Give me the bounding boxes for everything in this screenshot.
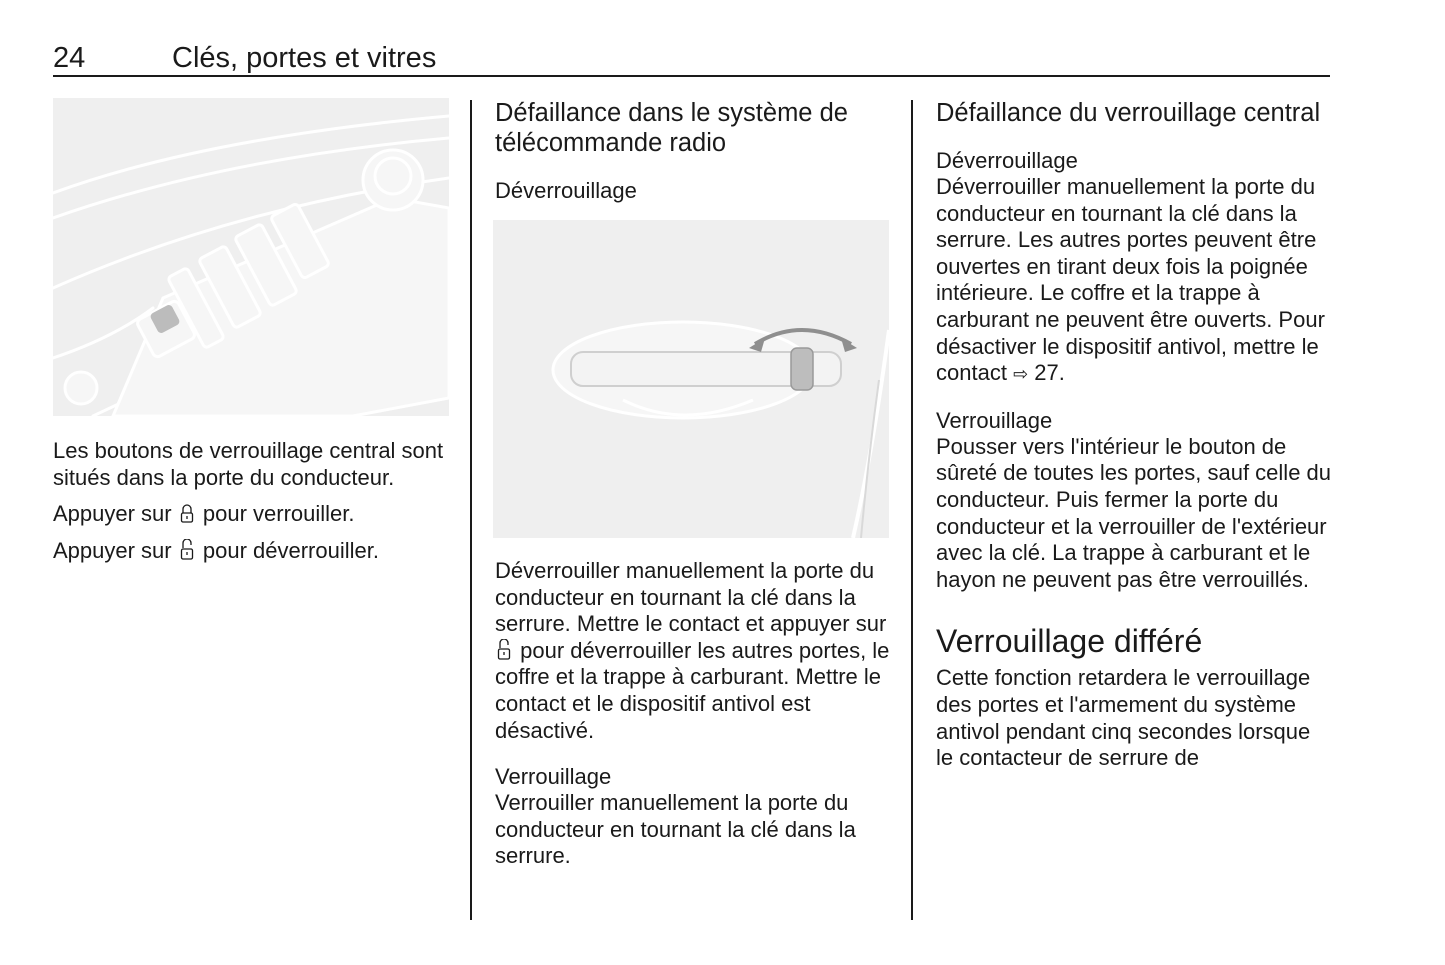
lock-instruction xyxy=(53,501,449,528)
col3-locking-title: Verrouillage xyxy=(936,407,1053,433)
col2-locking-text: Verrouiller manuellement la porte du conducteur en tournant la clé dans la serrure. xyxy=(495,790,856,869)
col3-unlocking-title: Déverrouillage xyxy=(936,148,1078,173)
page-number: 24 xyxy=(53,42,86,74)
col3-unlocking-text xyxy=(936,174,1332,388)
unlock-instruction xyxy=(53,538,449,565)
column-3 xyxy=(936,98,1332,772)
column-1 xyxy=(53,98,449,564)
lock-instruction-after: pour verrouiller. xyxy=(202,501,355,527)
col1-paragraph-1: Les boutons de verrouillage central sont situés dans la porte du conducteur. xyxy=(53,438,444,490)
page-reference-number[interactable]: 27. xyxy=(1034,360,1065,386)
col2-unlocking-title: Déverrouillage xyxy=(495,178,637,203)
unlock-instruction-after: pour déverrouiller. xyxy=(202,537,379,563)
door-handle-illustration xyxy=(493,220,889,538)
page-header xyxy=(53,40,1330,76)
column-2 xyxy=(495,98,891,870)
page-reference-icon: ⇨ xyxy=(1013,364,1029,385)
col3-locking-text: Pousser vers l'intérieur le bouton de sûreté de toutes les portes, sauf celle du conducteur. Puis fermer la porte du conducteur et la verrouiller de l'extérieur avec la clé. La trappe à carburant et le hayon ne peuvent pas être verrouillés. xyxy=(936,433,1332,592)
lock-instruction-before: Appuyer sur xyxy=(53,501,172,527)
unlock-instruction-before: Appuyer sur xyxy=(53,537,172,563)
col2-locking-title: Verrouillage xyxy=(495,764,612,790)
unlock-icon xyxy=(180,539,194,561)
col2-heading: Défaillance dans le système de télécommande radio xyxy=(495,99,848,157)
col2-unlocking-text-part2: pour déverrouiller les autres portes, le coffre et la trappe à carburant. Mettre le contact et le dispositif antivol est désactivé. xyxy=(495,637,890,743)
column-divider-2 xyxy=(911,100,913,920)
col2-unlocking-text-part1: Déverrouiller manuellement la porte du conducteur en tournant la clé dans la serrure. Mettre le contact et appuyer sur xyxy=(495,558,887,637)
chapter-title: Clés, portes et vitres xyxy=(172,42,437,74)
col2-unlocking-text xyxy=(495,558,891,744)
header-rule xyxy=(53,75,1330,77)
delayed-locking-text: Cette fonction retardera le verrouillage des portes et l'armement du système antivol pendant cinq secondes lorsque le contacteur de serrure de xyxy=(936,665,1311,771)
column-divider-1 xyxy=(470,100,472,920)
col3-heading: Défaillance du verrouillage central xyxy=(936,99,1321,127)
col3-unlocking-text-body: Déverrouiller manuellement la porte du conducteur en tournant la clé dans la serrure. Les autres portes peuvent être ouvertes en tirant deux fois la poignée intérieure. Le coffre et la trappe à carburant ne peuvent être ouverts. Pour désactiver le dispositif antivol, mettre le contact xyxy=(936,174,1325,386)
unlock-icon xyxy=(497,639,511,661)
lock-icon xyxy=(180,504,194,524)
delayed-locking-title: Verrouillage différé xyxy=(936,623,1203,660)
door-switch-illustration xyxy=(53,98,449,416)
